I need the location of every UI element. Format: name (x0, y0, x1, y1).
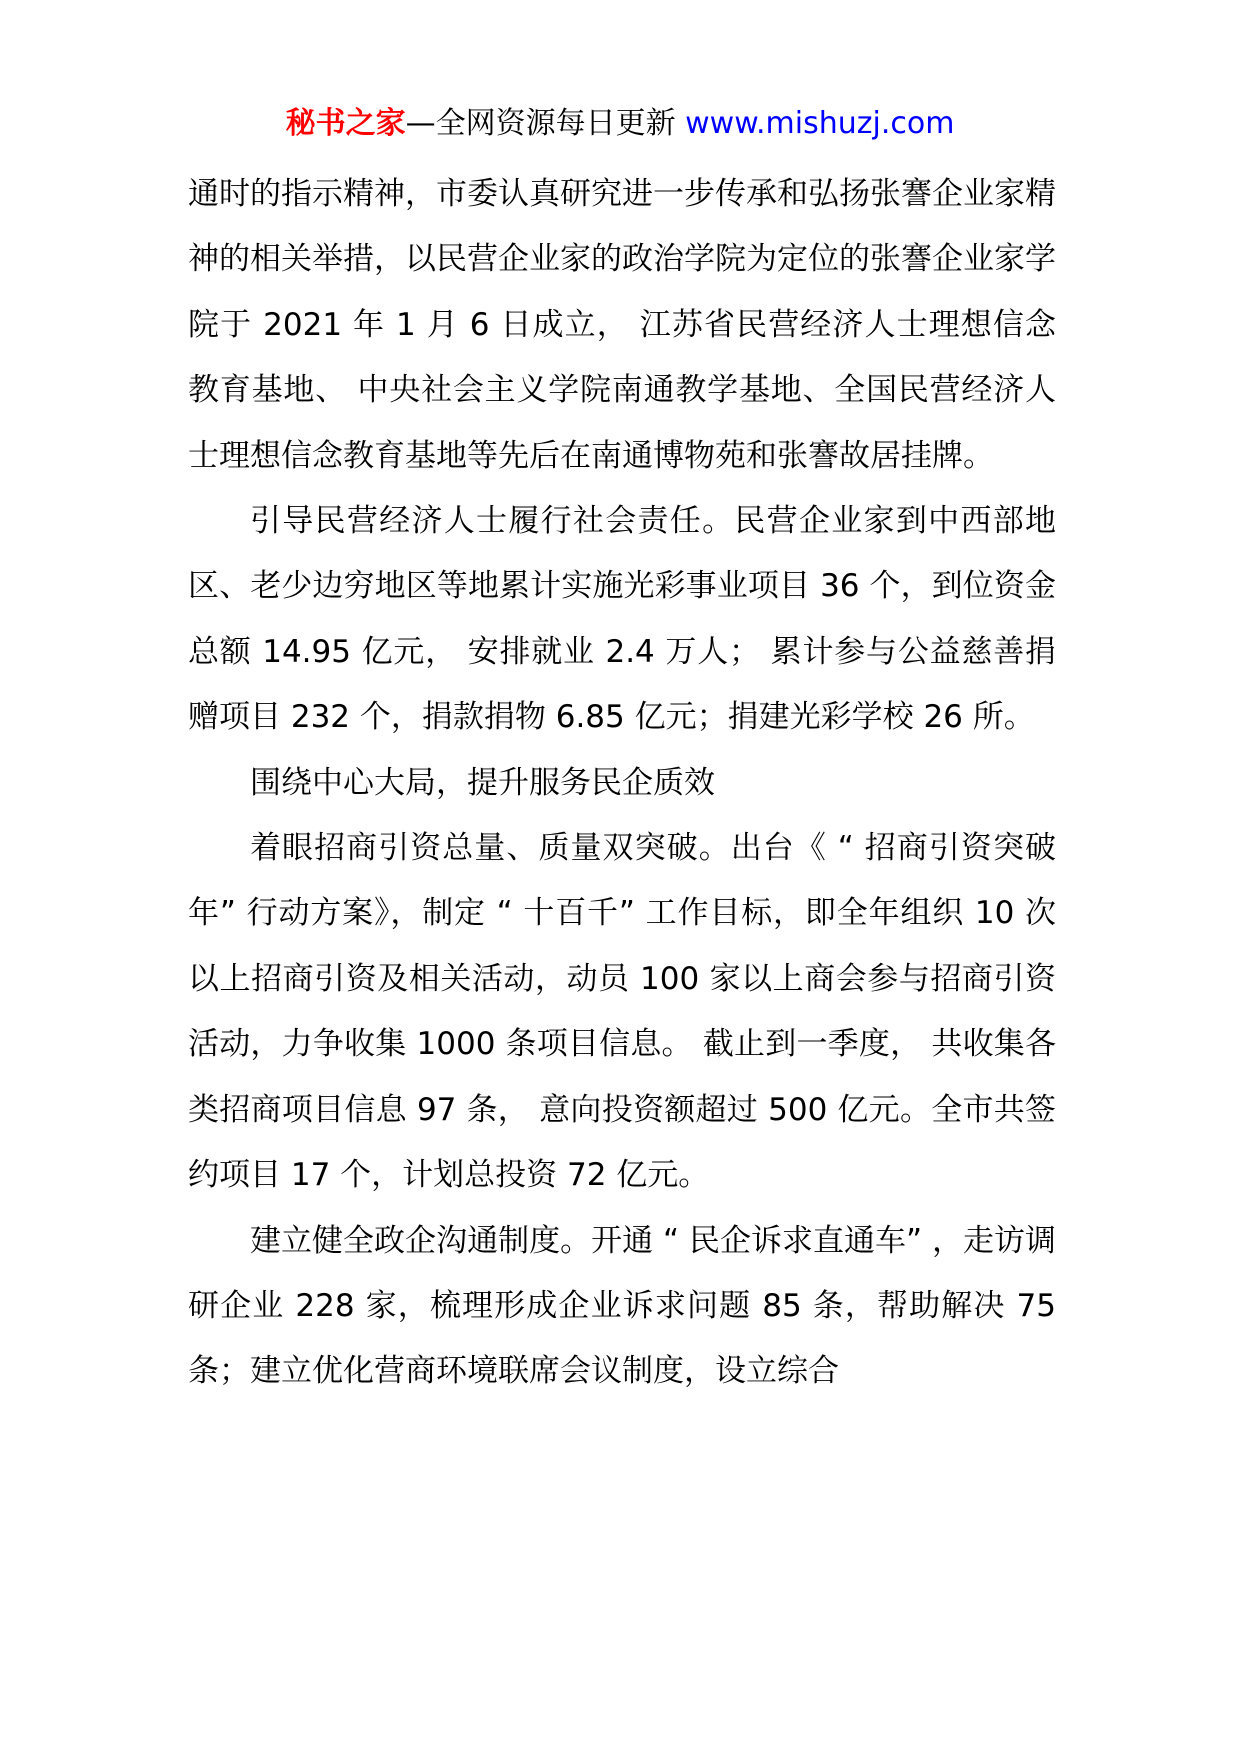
paragraph: 引导民营经济人士履行社会责任。民营企业家到中西部地区、老少边穷地区等地累计实施光彩事业项目 36 个，到位资金总额 14.95 亿元， 安排就业 2.4 万人； 累计参与公益慈善捐赠项目 232 个，捐款捐物 6.85 亿元；捐建光彩学校 26 所。 (188, 503, 1056, 736)
paragraph: 通时的指示精神，市委认真研究进一步传承和弘扬张謇企业家精神的相关举措，以民营企业家的政治学院为定位的张謇企业家学院于 2021 年 1 月 6 日成立， 江苏省民营经济人士理想信念教育基地、 中央社会主义学院南通教学基地、全国民营经济人士理想信念教育基地等先后在南通博物苑和张謇故居挂牌。 (188, 176, 1056, 474)
site-brand: 秘书之家 (285, 106, 406, 141)
section-heading: 围绕中心大局，提升服务民企质效 (250, 764, 715, 801)
document-body (188, 162, 1056, 1405)
site-url[interactable]: www.mishuzj.com (685, 106, 955, 141)
paragraph: 建立健全政企沟通制度。开通 “ 民企诉求直通车” ，走访调研企业 228 家，梳理形成企业诉求问题 85 条，帮助解决 75 条；建立优化营商环境联席会议制度，设立综合 (188, 1222, 1056, 1390)
paragraph: 着眼招商引资总量、质量双突破。出台《 “ 招商引资突破年” 行动方案》，制定 “ 十百千” 工作目标，即全年组织 10 次以上招商引资及相关活动，动员 100 家以上商会参与招商引资活动，力争收集 1000 条项目信息。 截止到一季度， 共收集各类招商项目信息 97 条， 意向投资额超过 500 亿元。全市共签约项目 17 个，计划总投资 72 亿元。 (188, 830, 1056, 1194)
site-tagline: —全网资源每日更新 (405, 106, 686, 141)
site-header (0, 102, 1240, 146)
